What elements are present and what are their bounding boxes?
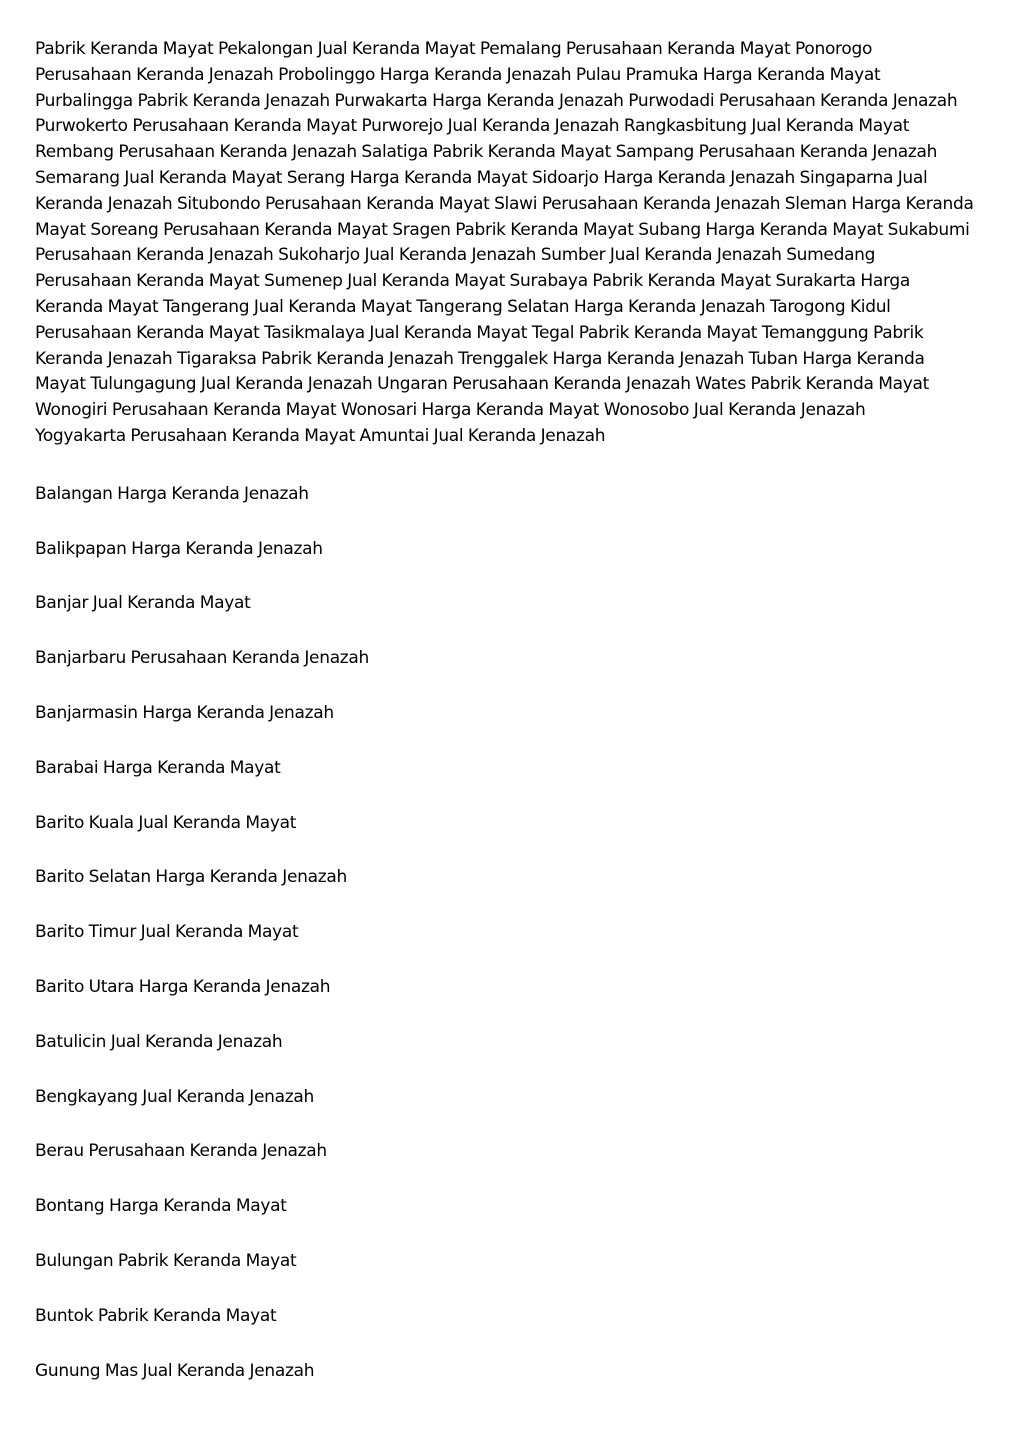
list-item: Bontang Harga Keranda Mayat (35, 1196, 287, 1217)
paragraph-line: Mayat Soreang Perusahaan Keranda Mayat Sragen Pabrik Keranda Mayat Subang Harga Keranda Mayat Sukabumi (35, 219, 970, 240)
body-paragraph (35, 37, 995, 450)
paragraph-line: Keranda Jenazah Situbondo Perusahaan Keranda Mayat Slawi Perusahaan Keranda Jenazah Sleman Harga Keranda (35, 193, 974, 214)
list-item: Barito Timur Jual Keranda Mayat (35, 922, 299, 943)
list-item: Barito Kuala Jual Keranda Mayat (35, 812, 297, 833)
list-item: Bulungan Pabrik Keranda Mayat (35, 1250, 297, 1271)
list-item: Balikpapan Harga Keranda Jenazah (35, 538, 323, 559)
list-item: Banjar Jual Keranda Mayat (35, 593, 251, 614)
list-item: Bengkayang Jual Keranda Jenazah (35, 1086, 314, 1107)
paragraph-line: Rembang Perusahaan Keranda Jenazah Salatiga Pabrik Keranda Mayat Sampang Perusahaan Keranda Jenazah (35, 142, 938, 163)
list-item: Batulicin Jual Keranda Jenazah (35, 1031, 283, 1052)
list-item: Balangan Harga Keranda Jenazah (35, 483, 309, 504)
location-list (35, 482, 995, 1414)
paragraph-line: Yogyakarta Perusahaan Keranda Mayat Amuntai Jual Keranda Jenazah (35, 425, 606, 446)
paragraph-line: Wonogiri Perusahaan Keranda Mayat Wonosari Harga Keranda Mayat Wonosobo Jual Keranda Jenazah (35, 400, 866, 421)
list-item: Barito Selatan Harga Keranda Jenazah (35, 867, 347, 888)
paragraph-line: Perusahaan Keranda Jenazah Sukoharjo Jual Keranda Jenazah Sumber Jual Keranda Jenazah Sumedang (35, 245, 876, 266)
document-page (35, 37, 995, 1413)
list-item: Banjarmasin Harga Keranda Jenazah (35, 702, 334, 723)
list-item: Banjarbaru Perusahaan Keranda Jenazah (35, 648, 370, 669)
list-item: Barito Utara Harga Keranda Jenazah (35, 976, 331, 997)
paragraph-line: Purwokerto Perusahaan Keranda Mayat Purworejo Jual Keranda Jenazah Rangkasbitung Jual Keranda Mayat (35, 116, 910, 137)
list-item: Berau Perusahaan Keranda Jenazah (35, 1141, 327, 1162)
paragraph-line: Keranda Jenazah Tigaraksa Pabrik Keranda Jenazah Trenggalek Harga Keranda Jenazah Tuban Harga Keranda (35, 348, 925, 369)
paragraph-line: Pabrik Keranda Mayat Pekalongan Jual Keranda Mayat Pemalang Perusahaan Keranda Mayat Ponorogo (35, 39, 873, 59)
paragraph-line: Semarang Jual Keranda Mayat Serang Harga Keranda Mayat Sidoarjo Harga Keranda Jenazah Singaparna Jual (35, 167, 928, 188)
paragraph-line: Perusahaan Keranda Mayat Tasikmalaya Jual Keranda Mayat Tegal Pabrik Keranda Mayat Temanggung Pabrik (35, 322, 924, 343)
paragraph-line: Mayat Tulungagung Jual Keranda Jenazah Ungaran Perusahaan Keranda Jenazah Wates Pabrik Keranda Mayat (35, 374, 929, 395)
paragraph-line: Purbalingga Pabrik Keranda Jenazah Purwakarta Harga Keranda Jenazah Purwodadi Perusahaan Keranda Jenazah (35, 90, 958, 111)
paragraph-line: Keranda Mayat Tangerang Jual Keranda Mayat Tangerang Selatan Harga Keranda Jenazah Tarogong Kidul (35, 296, 891, 317)
list-item: Buntok Pabrik Keranda Mayat (35, 1305, 277, 1326)
paragraph-line: Perusahaan Keranda Jenazah Probolinggo Harga Keranda Jenazah Pulau Pramuka Harga Keranda Mayat (35, 64, 881, 85)
paragraph-line: Perusahaan Keranda Mayat Sumenep Jual Keranda Mayat Surabaya Pabrik Keranda Mayat Surakarta Harga (35, 271, 910, 292)
list-item: Barabai Harga Keranda Mayat (35, 757, 281, 778)
list-item: Gunung Mas Jual Keranda Jenazah (35, 1360, 315, 1381)
